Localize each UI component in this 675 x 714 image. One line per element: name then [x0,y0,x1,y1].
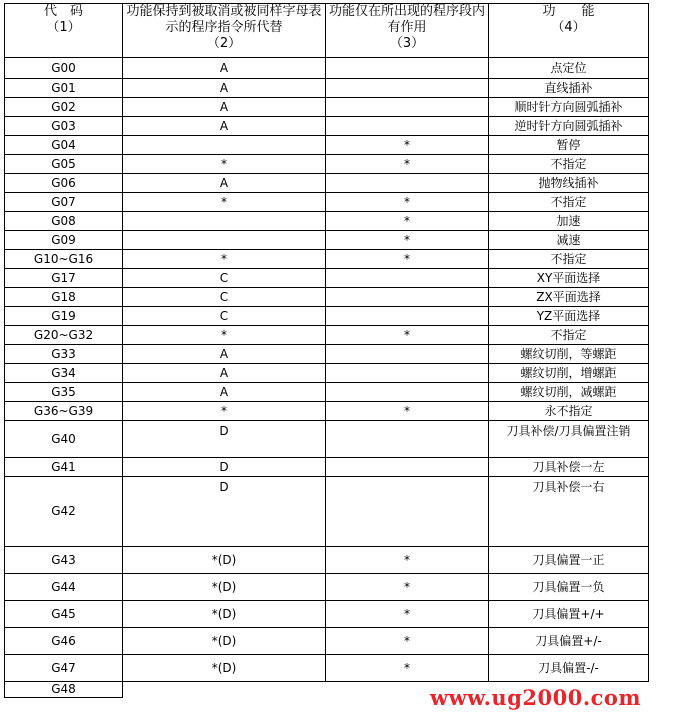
cell-func: 刀具偏置一负 [489,574,649,601]
cell-once: * [326,655,489,682]
cell-code: G45 [5,601,123,628]
header-modal [123,4,326,58]
cell-mode [123,231,326,250]
cell-func: 刀具偏置+/- [489,628,649,655]
cell-code: G02 [5,98,123,117]
cell-code: G43 [5,547,123,574]
cell-func: 逆时针方向圆弧插补 [489,117,649,136]
cell-mode: A [123,383,326,402]
cell-func: YZ平面选择 [489,307,649,326]
cell-code: G09 [5,231,123,250]
table-row [5,117,649,136]
cell-func: 加速 [489,212,649,231]
cell-code: G35 [5,383,123,402]
cell-mode: A [123,345,326,364]
table-row [5,193,649,212]
table-row [5,345,649,364]
header-code [5,4,123,58]
gcode-table [4,3,649,698]
table-row [5,421,649,458]
cell-code: G01 [5,79,123,98]
cell-once: * [326,231,489,250]
cell-code: G06 [5,174,123,193]
cell-code: G41 [5,458,123,477]
cell-code: G47 [5,655,123,682]
cell-mode: A [123,79,326,98]
cell-mode: *(D) [123,655,326,682]
cell-mode: * [123,155,326,174]
cell-code: G34 [5,364,123,383]
table-row [5,307,649,326]
cell-func: 刀具偏置+/+ [489,601,649,628]
table-row [5,58,649,79]
cell-mode: * [123,250,326,269]
cell-once [326,383,489,402]
cell-mode: *(D) [123,547,326,574]
cell-code: G19 [5,307,123,326]
cell-func: 刀具偏置-/- [489,655,649,682]
cell-func: 顺时针方向圆弧插补 [489,98,649,117]
cell-mode: D [123,477,326,547]
cell-once: * [326,326,489,345]
table-row [5,574,649,601]
cell-func: 直线插补 [489,79,649,98]
cell-func: 螺纹切削，减螺距 [489,383,649,402]
table-row [5,628,649,655]
cell-code: G42 [5,477,123,547]
cell-once: * [326,250,489,269]
cell-code: G33 [5,345,123,364]
cell-func: ZX平面选择 [489,288,649,307]
cell-once [326,307,489,326]
cell-code: G44 [5,574,123,601]
cell-once [326,458,489,477]
cell-func: 刀具补偿一左 [489,458,649,477]
cell-mode: C [123,288,326,307]
header-function [489,4,649,58]
table-row [5,326,649,345]
cell-mode: * [123,402,326,421]
table-row [5,402,649,421]
table-row [5,655,649,682]
table-row [5,383,649,402]
cell-once [326,269,489,288]
table-row [5,250,649,269]
cell-once: * [326,402,489,421]
gcode-table-body [5,4,649,698]
cell-mode: C [123,307,326,326]
cell-once [326,364,489,383]
cell-func: 抛物线插补 [489,174,649,193]
table-row [5,601,649,628]
site-watermark: www.ug2000.com [430,685,642,710]
header-modal-text: 功能保持到被取消或被同样字母表示的程序指令所代替 （2） [126,4,322,51]
header-oneshot [326,4,489,58]
cell-func: 不指定 [489,250,649,269]
cell-func: 永不指定 [489,402,649,421]
cell-once [326,421,489,458]
cell-mode: A [123,117,326,136]
cell-mode: A [123,98,326,117]
cell-mode: A [123,174,326,193]
cell-once: * [326,601,489,628]
cell-once [326,98,489,117]
cell-mode: D [123,421,326,458]
cell-once [326,117,489,136]
cell-code: G00 [5,58,123,79]
table-row [5,364,649,383]
cell-once [326,345,489,364]
cell-once: * [326,155,489,174]
cell-mode [123,682,326,698]
table-row [5,136,649,155]
cell-code: G07 [5,193,123,212]
header-function-text: 功 能 （4） [542,4,595,35]
header-code-text: 代 码 （1） [43,4,83,35]
cell-once: * [326,136,489,155]
cell-code: G36~G39 [5,402,123,421]
cell-code: G46 [5,628,123,655]
cell-once [326,174,489,193]
cell-code: G10~G16 [5,250,123,269]
cell-once: * [326,574,489,601]
cell-func: 刀具偏置一正 [489,547,649,574]
header-row [5,4,649,58]
cell-once: * [326,547,489,574]
cell-func: 螺纹切削，增螺距 [489,364,649,383]
cell-code: G03 [5,117,123,136]
cell-func: 减速 [489,231,649,250]
cell-code: G20~G32 [5,326,123,345]
cell-once: * [326,193,489,212]
cell-mode [123,212,326,231]
cell-code: G05 [5,155,123,174]
cell-once [326,477,489,547]
cell-func: 不指定 [489,326,649,345]
cell-mode: *(D) [123,574,326,601]
cell-func: 不指定 [489,155,649,174]
table-row [5,231,649,250]
cell-code: G08 [5,212,123,231]
cell-func: XY平面选择 [489,269,649,288]
table-row [5,269,649,288]
table-row [5,212,649,231]
cell-func: 不指定 [489,193,649,212]
cell-mode: *(D) [123,628,326,655]
cell-mode: * [123,326,326,345]
cell-code: G18 [5,288,123,307]
cell-func: 螺纹切削，等螺距 [489,345,649,364]
table-row [5,477,649,547]
cell-code: G48 [5,682,123,698]
cell-mode: A [123,58,326,79]
cell-code: G17 [5,269,123,288]
cell-once: * [326,212,489,231]
cell-mode [123,136,326,155]
cell-once [326,288,489,307]
cell-mode: C [123,269,326,288]
cell-once [326,58,489,79]
cell-mode: *(D) [123,601,326,628]
cell-func: 刀具补偿一右 [489,477,649,547]
cell-once [326,79,489,98]
table-row [5,547,649,574]
cell-once: * [326,628,489,655]
table-row [5,174,649,193]
cell-mode: A [123,364,326,383]
table-row [5,79,649,98]
cell-code: G40 [5,421,123,458]
cell-func: 刀具补偿/刀具偏置注销 [489,421,649,458]
cell-mode: * [123,193,326,212]
table-row [5,288,649,307]
header-oneshot-text: 功能仅在所出现的程序段内有作用 （3） [328,4,485,51]
cell-func: 点定位 [489,58,649,79]
table-row [5,98,649,117]
cell-func: 暂停 [489,136,649,155]
table-row [5,458,649,477]
cell-code: G04 [5,136,123,155]
table-row [5,155,649,174]
cell-mode: D [123,458,326,477]
